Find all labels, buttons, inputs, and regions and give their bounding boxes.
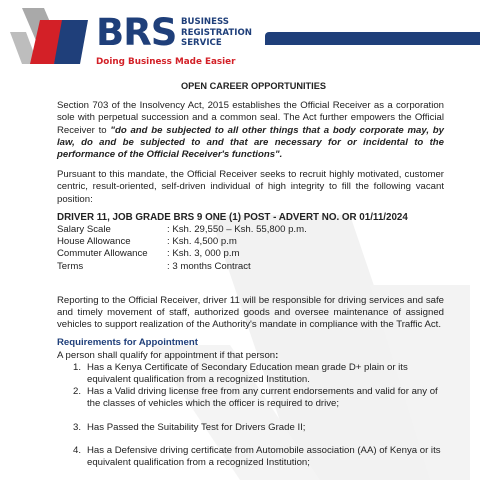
- requirements-list: [73, 362, 444, 469]
- list-item: 3. Has Passed the Suitability Test for Drivers Grade II;: [73, 421, 306, 433]
- terms-table: [57, 224, 444, 273]
- header-accent-bar: [265, 32, 480, 45]
- page-title: OPEN CAREER OPPORTUNITIES: [181, 81, 326, 91]
- brand-subtitle: BUSINESS REGISTRATION SERVICE: [181, 17, 252, 48]
- requirements-heading: Requirements for Appointment: [57, 337, 198, 349]
- reporting-paragraph: Reporting to the Official Receiver, driver 11 will be responsible for driving services and safe and timely movement of staff, authorized goods and oversee maintenance of assigned vehicles to support realization of the Authority's mandate in compliance with the Traffic Act.: [57, 294, 444, 331]
- brs-logo-mark: [10, 6, 90, 66]
- terms-row: Commuter Allowance : Ksh. 3, 000 p.m: [57, 248, 240, 260]
- terms-row: Terms : 3 months Contract: [57, 260, 251, 272]
- list-item: 2. Has a Valid driving license free from any current endorsements and valid for any of the classes of vehicles which the officer is required to drive;: [73, 386, 438, 410]
- list-item: 4. Has a Defensive driving certificate from Automobile association (AA) of Kenya or its equivalent qualification from a recognized Institution;: [73, 444, 441, 469]
- requirements-intro: A person shall qualify for appointment if that person:: [57, 349, 279, 361]
- brand-name: BRS: [96, 11, 177, 54]
- intro-paragraph: Section 703 of the Insolvency Act, 2015 establishes the Official Receiver as a corporation sole with perpetual succession and a common seal. The Act further empowers the Official Receiver to "do and be subjected to all other things that a body corporate may, by law, do and be subjected to and that are necessary for or incidental to the performance of the Official Receiver's functions".: [57, 100, 445, 161]
- letterhead: [0, 0, 480, 78]
- mandate-paragraph: Pursuant to this mandate, the Official Receiver seeks to recruit highly motivated, customer centric, result-oriented, self-driven individual of high integrity to fill the following vacant position:: [57, 169, 444, 205]
- advert-body: [57, 80, 444, 469]
- terms-row: Salary Scale : Ksh. 29,550 – Ksh. 55,800 p.m.: [57, 224, 307, 236]
- tagline: Doing Business Made Easier: [96, 57, 236, 67]
- post-title: DRIVER 11, JOB GRADE BRS 9 ONE (1) POST - ADVERT NO. OR 01/11/2024: [57, 211, 408, 223]
- terms-row: House Allowance : Ksh. 4,500 p.m: [57, 236, 237, 248]
- list-item: 1. Has a Kenya Certificate of Secondary Education mean grade D+ plain or its equivalent qualification from a recognized Institution.: [73, 361, 408, 386]
